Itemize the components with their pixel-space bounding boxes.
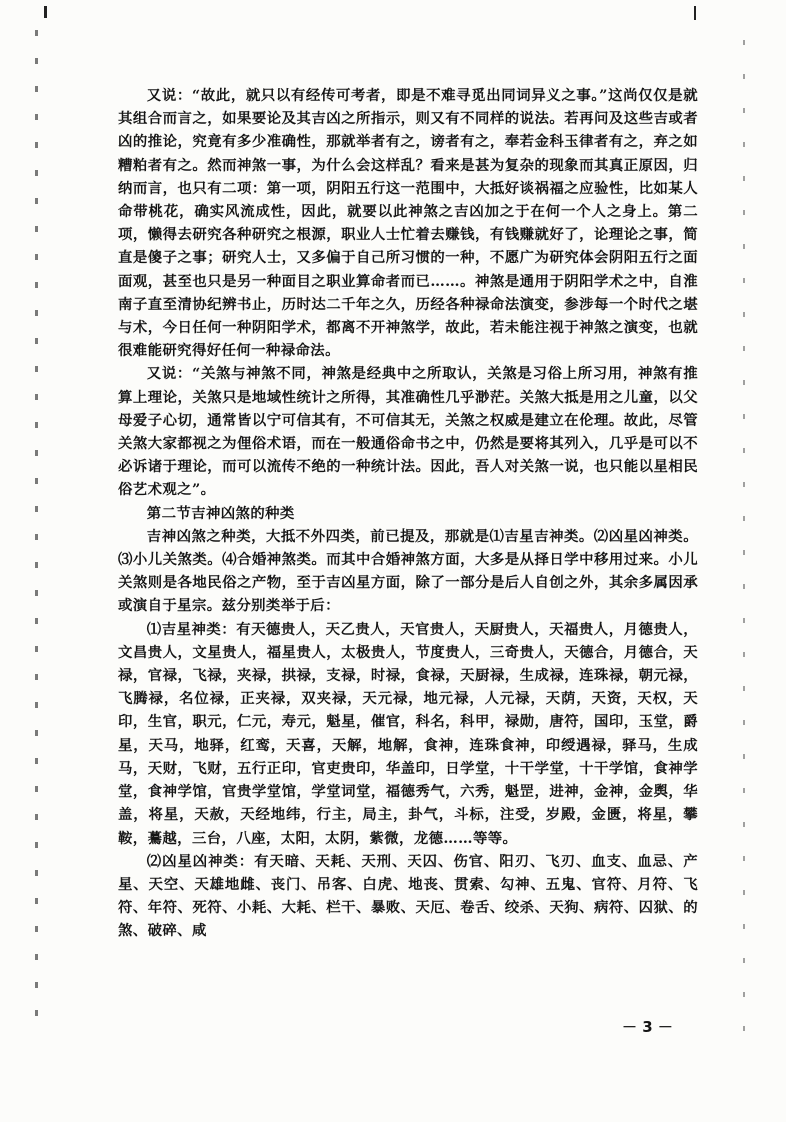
body-text [118,84,698,943]
right-margin-marks [743,40,745,1040]
paragraph: 又说：“故此，就只以有经传可考者，即是不难寻觅出同词异义之事。”这尚仅仅是就其组合而言之，如果要论及其吉凶之所指示，则又有不同样的说法。若再问及这些吉或者凶的推论，究竟有多少准确性，那就举者有之，谤者有之，奉若金科玉律者有之，弃之如糟粕者有之。然而神煞一事，为什么会这样乱？看来是甚为复杂的现象而其真正原因，归纳而言，也只有二项：第一项，阴阳五行这一范围中，大抵好谈祸福之应验性，比如某人命带桃花，确实风流成性，因此，就要以此神煞之吉凶加之于在何一个人之身上。第二项，懒得去研究各种研究之根源，职业人士忙着去赚钱，有钱赚就好了，论理论之事，简直是傻子之事；研究人士，又多偏于自己所习惯的一种，不愿广为研究体会阴阳五行之面面观，甚至也只是另一种面目之职业算命者而已……。神煞是通用于阴阳学术之中，自淮南子直至清协纪辨书止，历时达二千年之久，历经各种禄命法演变，参涉每一个时代之堪与术，今日任何一种阴阳学术，都离不开神煞学，故此，若未能注视于神煞之演变，也就很难能研究得好任何一种禄命法。 [118,87,698,360]
list-paragraph-inauspicious: ⑵凶星凶神类：有天暗、天耗、天刑、天囚、伤官、阳刃、飞刃、血支、血忌、产星、天空、天雄地雌、丧门、吊客、白虎、地丧、贯索、勾神、五鬼、官符、月符、飞符、年符、死符、小耗、大耗、栏干、暴败、天厄、卷舌、绞杀、天狗、病符、囚狱、的煞、破碎、咸 [118,852,698,940]
scan-mark [44,6,47,18]
section-title: 第二节吉神凶煞的种类 [146,504,295,522]
scan-mark [694,6,696,20]
paragraph: 又说：“关煞与神煞不同，神煞是经典中之所取认，关煞是习俗上所习用，神煞有推算上理论，关煞只是地域性统计之所得，其准确性几乎渺茫。关煞大抵是用之儿童，以父母爱子心切，通常皆以宁可信其有，不可信其无，关煞之权威是建立在伦理。故此，尽管关煞大家都视之为俚俗术语，而在一般通俗命书之中，仍然是要将其列入，几乎是可以不必诉诸于理论，而可以流传不绝的一种统计法。因此，吾人对关煞一说，也只能以星相民俗艺术观之”。 [118,365,698,499]
left-margin-marks [35,30,38,1030]
intro-paragraph: 吉神凶煞之种类，大抵不外四类，前已提及，那就是⑴吉星吉神类。⑵凶星凶神类。⑶小儿关煞类。⑷合婚神煞类。而其中合婚神煞方面，大多是从择日学中移用过来。小儿关煞则是各地民俗之产物，至于吉凶星方面，除了一部分是后人自创之外，其余多属因承或演自于星宗。兹分别类举于后： [118,527,698,615]
page-number: － 3 － [622,1018,673,1036]
list-paragraph-auspicious: ⑴吉星神类：有天德贵人，天乙贵人，天官贵人，天厨贵人，天福贵人，月德贵人，文昌贵人，文星贵人，福星贵人，太极贵人，节度贵人，三奇贵人，天德合，月德合，天禄，官禄，飞禄，夹禄，拱禄，支禄，时禄，食禄，天厨禄，生成禄，连珠禄，朝元禄，飞腾禄，名位禄，正夹禄，双夹禄，天元禄，地元禄，人元禄，天荫，天资，天权，天印，生官，职元，仁元，寿元，魁星，催官，科名，科甲，禄勋，唐符，国印，玉堂，爵星，天马，地驿，红鸾，天喜，天解，地解，食神，连珠食神，印绶遇禄，驿马，生成马，天财，飞财，五行正印，官吏贵印，华盖印，日学堂，十干学堂，十干学馆，食神学堂，食神学馆，官贵学堂馆，学堂词堂，福德秀气，六秀，魁罡，进神，金神，金舆，华盖，将星，天赦，天经地纬，行主，局主，卦气，斗标，注受，岁殿，金匮，将星，攀鞍，驀越，三台，八座，太阳，太阴，紫微，龙德……等等。 [118,620,698,847]
